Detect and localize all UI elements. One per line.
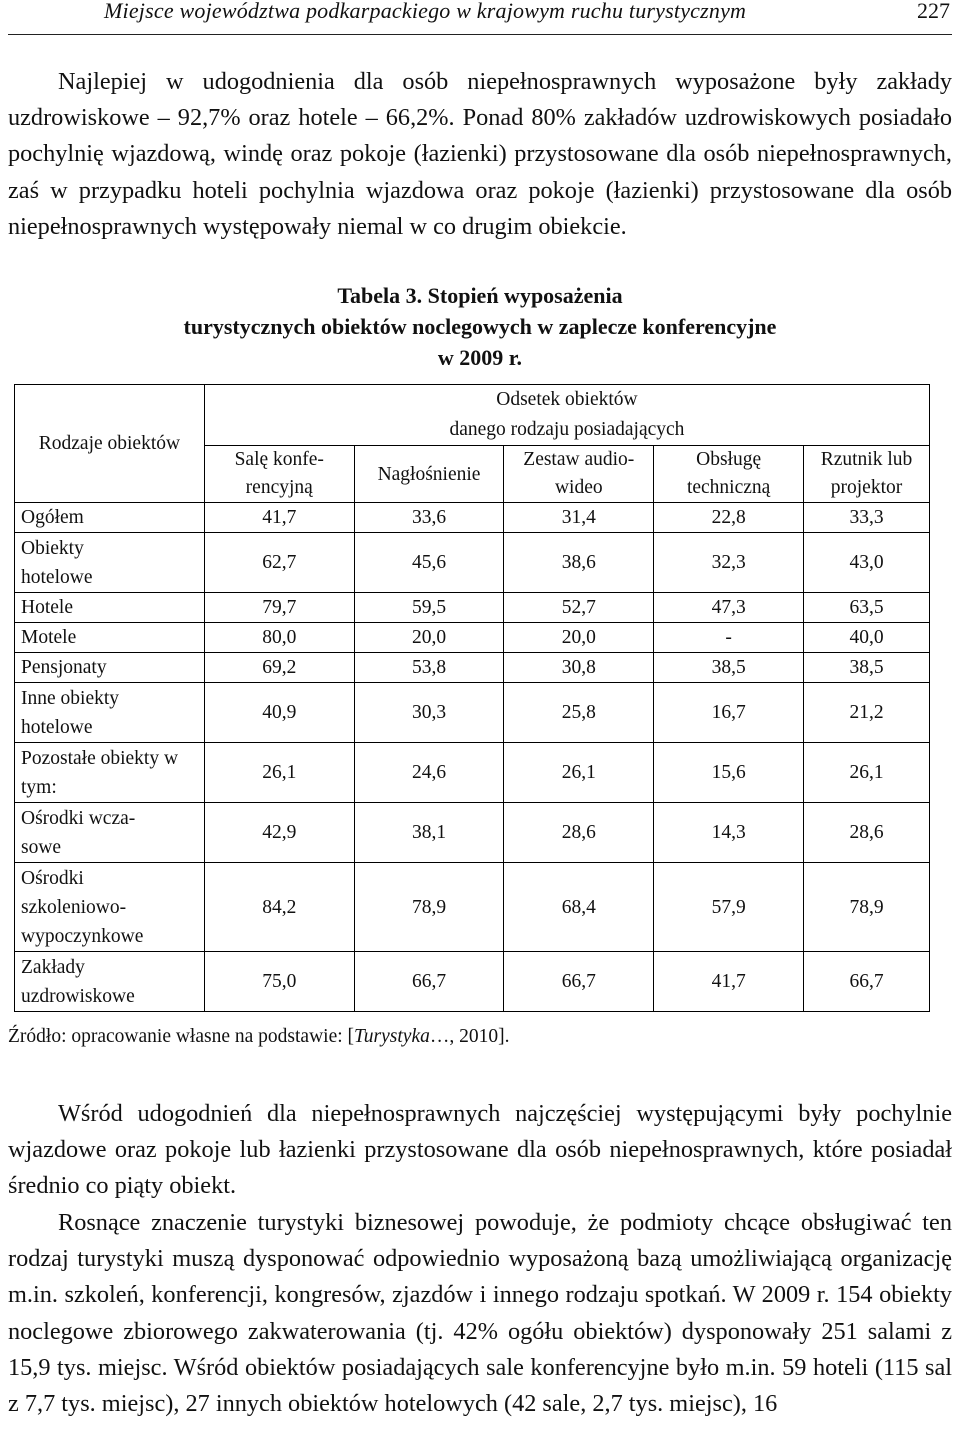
cell-value: 30,8 xyxy=(504,653,654,683)
cell-value: 38,1 xyxy=(354,803,504,863)
table-caption-line-1: Tabela 3. Stopień wyposażenia xyxy=(337,283,623,308)
source-prefix: Źródło: opracowanie własne na podstawie: [ xyxy=(8,1026,355,1047)
paragraph-accessibility: Najlepiej w udogodnienia dla osób niepełnosprawnych wyposażone były zakłady uzdrowiskowe – 92,7% oraz hotele – 66,2%. Ponad 80% zakładów uzdrowiskowych posiadało pochylnię wjazdową, windę oraz pokoje (łazienki) przystosowane dla osób niepełnosprawnych, zaś w przypadku hoteli pochylnia wjazdowa oraz pokoje (łazienki) przystosowane dla osób niepełnosprawnych występowały niemal w co drugim obiekcie. xyxy=(8,68,952,240)
cell-value: 33,6 xyxy=(354,503,504,533)
table-row xyxy=(15,683,930,743)
table-row xyxy=(15,623,930,653)
cell-value: 26,1 xyxy=(204,743,354,803)
column-header-sound-system: Nagłośnienie xyxy=(354,446,504,503)
cell-value: 78,9 xyxy=(804,863,930,952)
cell-value: 75,0 xyxy=(204,952,354,1012)
cell-value: 38,5 xyxy=(804,653,930,683)
column-header-audio-video: Zestaw audio-wideo xyxy=(504,446,654,503)
row-label: Ośrodki wcza-sowe xyxy=(15,803,205,863)
cell-value: 40,0 xyxy=(804,623,930,653)
cell-value: 59,5 xyxy=(354,593,504,623)
row-label: Motele xyxy=(15,623,205,653)
table-caption-line-3: w 2009 r. xyxy=(437,345,523,370)
table-row xyxy=(15,653,930,683)
cell-value: 52,7 xyxy=(504,593,654,623)
cell-value: 47,3 xyxy=(654,593,804,623)
cell-value: 80,0 xyxy=(204,623,354,653)
group-header-line-1: Odsetek obiektów xyxy=(496,389,638,410)
cell-value: 38,5 xyxy=(654,653,804,683)
cell-value: 26,1 xyxy=(804,743,930,803)
cell-value: 43,0 xyxy=(804,533,930,593)
cell-value: 15,6 xyxy=(654,743,804,803)
cell-value: 78,9 xyxy=(354,863,504,952)
cell-value: 21,2 xyxy=(804,683,930,743)
table-source xyxy=(8,1022,509,1052)
cell-value: 66,7 xyxy=(504,952,654,1012)
table-caption-line-2: turystycznych obiektów noclegowych w zaplecze konferencyjne xyxy=(183,314,777,339)
row-label: Zakłady uzdrowiskowe xyxy=(15,952,205,1012)
cell-value: 32,3 xyxy=(654,533,804,593)
cell-value: 28,6 xyxy=(804,803,930,863)
group-header-line-2: danego rodzaju posiadających xyxy=(449,419,685,440)
cell-value: 68,4 xyxy=(504,863,654,952)
paragraph-most-common-facilities: Wśród udogodnień dla niepełnosprawnych najczęściej występującymi były pochylnie wjazdowe oraz pokoje lub łazienki przystosowane dla osób niepełnosprawnych, które posiadał średnio co piąty obiekt. xyxy=(8,1100,952,1200)
running-header xyxy=(8,0,952,35)
table-caption xyxy=(8,280,952,373)
cell-value: 84,2 xyxy=(204,863,354,952)
row-label: Obiekty hotelowe xyxy=(15,533,205,593)
cell-value: 62,7 xyxy=(204,533,354,593)
table-row xyxy=(15,533,930,593)
column-header-projector: Rzutnik lub projektor xyxy=(804,446,930,503)
table-row xyxy=(15,952,930,1012)
row-label: Inne obiekty hotelowe xyxy=(15,683,205,743)
row-header: Rodzaje obiektów xyxy=(15,385,205,503)
row-label: Pozostałe obiekty w tym: xyxy=(15,743,205,803)
column-header-technical-support: Obsługę techniczną xyxy=(654,446,804,503)
cell-value: 45,6 xyxy=(354,533,504,593)
running-title: Miejsce województwa podkarpackiego w krajowym ruchu turystycznym xyxy=(104,0,747,23)
cell-value: 38,6 xyxy=(504,533,654,593)
cell-value: 25,8 xyxy=(504,683,654,743)
cell-value: 57,9 xyxy=(654,863,804,952)
cell-value: 41,7 xyxy=(204,503,354,533)
table-row xyxy=(15,503,930,533)
cell-value: 33,3 xyxy=(804,503,930,533)
source-suffix: …, 2010]. xyxy=(429,1026,510,1047)
cell-value: 66,7 xyxy=(354,952,504,1012)
cell-value: 14,3 xyxy=(654,803,804,863)
cell-value: 79,7 xyxy=(204,593,354,623)
cell-value: 16,7 xyxy=(654,683,804,743)
table-row xyxy=(15,593,930,623)
cell-value: 63,5 xyxy=(804,593,930,623)
cell-value: - xyxy=(654,623,804,653)
table-row xyxy=(15,803,930,863)
cell-value: 42,9 xyxy=(204,803,354,863)
column-header-conference-room: Salę konfe-rencyjną xyxy=(204,446,354,503)
cell-value: 28,6 xyxy=(504,803,654,863)
conference-equipment-table xyxy=(14,384,930,1012)
table-row xyxy=(15,743,930,803)
row-label: Ośrodki szkoleniowo-wypoczynkowe xyxy=(15,863,205,952)
cell-value: 20,0 xyxy=(354,623,504,653)
group-header xyxy=(204,385,929,446)
cell-value: 53,8 xyxy=(354,653,504,683)
row-label: Hotele xyxy=(15,593,205,623)
table-row xyxy=(15,863,930,952)
cell-value: 41,7 xyxy=(654,952,804,1012)
cell-value: 20,0 xyxy=(504,623,654,653)
cell-value: 40,9 xyxy=(204,683,354,743)
cell-value: 26,1 xyxy=(504,743,654,803)
cell-value: 30,3 xyxy=(354,683,504,743)
cell-value: 22,8 xyxy=(654,503,804,533)
cell-value: 31,4 xyxy=(504,503,654,533)
cell-value: 66,7 xyxy=(804,952,930,1012)
row-label: Pensjonaty xyxy=(15,653,205,683)
row-label: Ogółem xyxy=(15,503,205,533)
paragraph-business-tourism: Rosnące znaczenie turystyki biznesowej powoduje, że podmioty chcące obsługiwać ten rodzaj turystyki muszą dysponować odpowiednio wyposażoną bazą umożliwiającą organizację m.in. szkoleń, konferencji, kongresów, zjazdów i innego rodzaju spotkań. W 2009 r. 154 obiekty noclegowe zbiorowego zakwaterowania (tj. 42% ogółu obiektów) dysponowały 251 salami z 15,9 tys. miejsc. Wśród obiektów posiadających sale konferencyjne było m.in. 59 hoteli (115 sal z 7,7 tys. miejsc), 27 innych obiektów hotelowych (42 sale, 2,7 tys. miejsc), 16 xyxy=(8,1209,952,1418)
cell-value: 69,2 xyxy=(204,653,354,683)
source-title: Turystyka xyxy=(354,1026,430,1047)
cell-value: 24,6 xyxy=(354,743,504,803)
page-number: 227 xyxy=(917,0,950,23)
